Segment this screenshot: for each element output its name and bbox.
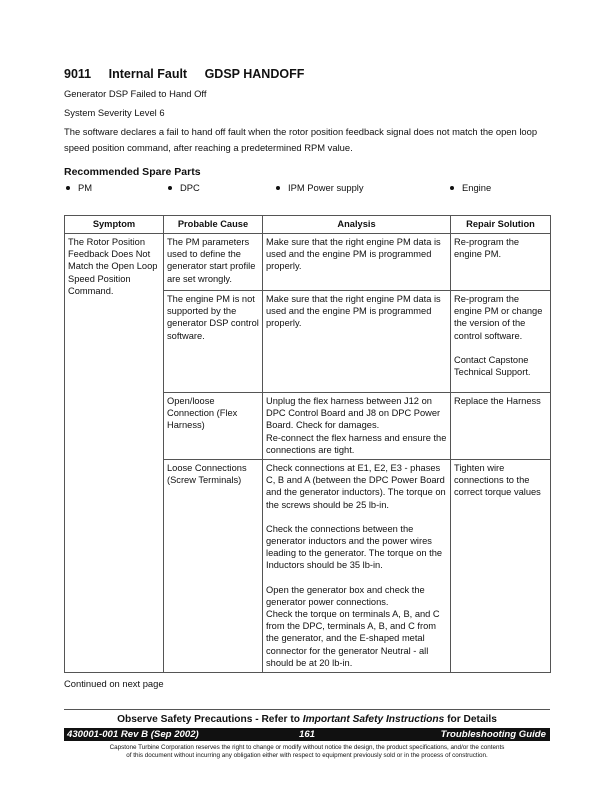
fault-code: 9011 — [64, 67, 92, 81]
safety-instructions-link[interactable]: Important Safety Instructions — [302, 714, 445, 725]
analysis-cell — [263, 460, 451, 673]
fault-description: Generator DSP Failed to Hand Off — [64, 88, 207, 99]
repair-cell: Tighten wire connections to the correct torque values — [451, 460, 551, 673]
analysis-step: Check connections at E1, E2, E3 - phases C, B and A (between the DPC Power Board and the generator inductors). The torque on the screws should be 25 lb-in. — [266, 463, 446, 510]
repair-cell: Re-program the engine PM. — [451, 234, 551, 291]
column-header-analysis: Analysis — [263, 216, 451, 234]
analysis-step: Open the generator box and check the generator power connections. — [266, 584, 425, 607]
cause-cell: Open/loose Connection (Flex Harness) — [164, 393, 263, 460]
bullet-icon — [276, 186, 280, 190]
table-row — [65, 234, 551, 291]
cause-cell: The engine PM is not supported by the generator DSP control software. — [164, 291, 263, 393]
safety-notice: Observe Safety Precautions - Refer to Important Safety Instructions for Details — [117, 714, 497, 725]
repair-step: Re-program the engine PM or change the version of the control software. — [454, 294, 543, 341]
column-header-symptom: Symptom — [65, 216, 164, 234]
fault-label: GDSP HANDOFF — [204, 67, 305, 81]
repair-cell: Replace the Harness — [451, 393, 551, 460]
bullet-icon — [66, 186, 70, 190]
table-header-row — [65, 216, 551, 234]
spare-part-item: DPC — [168, 182, 200, 193]
repair-step: Contact Capstone Technical Support. — [454, 354, 531, 378]
analysis-cell: Make sure that the right engine PM data is used and the engine PM is programmed properly. — [263, 234, 451, 291]
repair-cell — [451, 291, 551, 393]
spare-part-item: PM — [66, 182, 92, 193]
footer-bar — [64, 728, 550, 741]
spare-part-item: IPM Power supply — [276, 182, 364, 193]
fault-title — [64, 67, 304, 81]
analysis-step: Unplug the flex harness between J12 on DPC Control Board and J8 on DPC Power Board. Check for damages. — [266, 396, 441, 431]
continued-note: Continued on next page — [64, 678, 164, 689]
bullet-icon — [168, 186, 172, 190]
spare-part-item: Engine — [450, 182, 491, 193]
fault-name: Internal Fault — [108, 67, 188, 81]
analysis-step: Check the torque on terminals A, B, and C from the DPC, terminals A, B, and C from the generator, and the E-shaped metal connector for the generator Neutral - all should be at 20 lb-in. — [266, 609, 440, 668]
spare-parts-heading: Recommended Spare Parts — [64, 166, 201, 178]
cause-cell: The PM parameters used to define the generator start profile are set wrongly. — [164, 234, 263, 291]
analysis-cell: Make sure that the right engine PM data is used and the engine PM is programmed properly. — [263, 291, 451, 393]
footer-divider — [64, 709, 550, 710]
cause-cell: Loose Connections (Screw Terminals) — [164, 460, 263, 673]
page-number: 161 — [298, 729, 315, 740]
document-id: 430001-001 Rev B (Sep 2002) — [67, 729, 199, 740]
troubleshooting-table — [64, 215, 551, 673]
analysis-cell — [263, 393, 451, 460]
analysis-step: Re-connect the flex harness and ensure the connections are tight. — [266, 432, 447, 455]
analysis-step: Check the connections between the generator inductors and the power wires leading to the generator. The torque on the Inductors should be 35 lb-in. — [266, 523, 443, 571]
guide-name: Troubleshooting Guide — [440, 729, 546, 740]
symptom-cell: The Rotor Position Feedback Does Not Match the Open Loop Speed Position Command. — [65, 234, 164, 673]
bullet-icon — [450, 186, 454, 190]
severity-level: System Severity Level 6 — [64, 107, 165, 118]
column-header-cause: Probable Cause — [164, 216, 263, 234]
legal-notice: Capstone Turbine Corporation reserves the right to change or modify without notice the design, the product specifications, and/or the contents of this document without incurring any obligation either with respect to equipment previously sold or in the process of construction. — [109, 744, 505, 759]
column-header-repair: Repair Solution — [451, 216, 551, 234]
fault-explanation: The software declares a fail to hand off fault when the rotor position feedback signal does not match the open loop speed position command, after reaching a predetermined RPM value. — [64, 126, 538, 153]
